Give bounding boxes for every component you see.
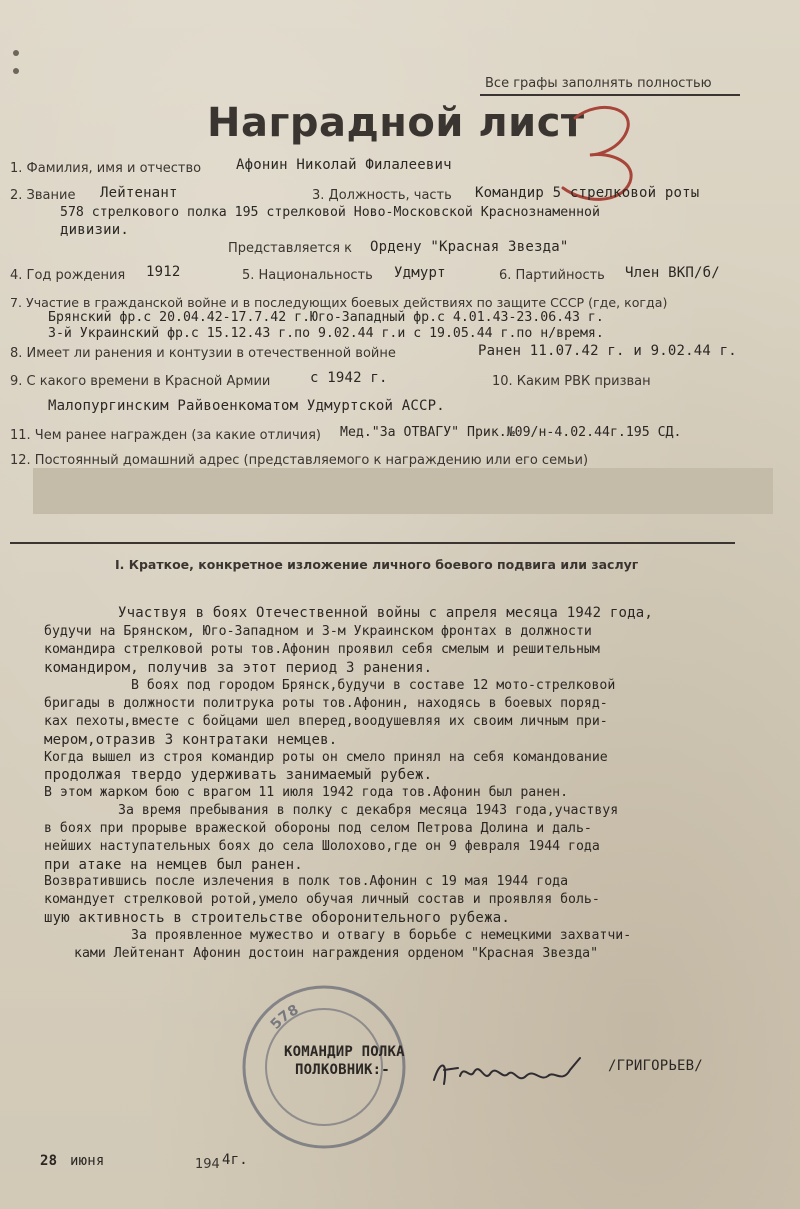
body-line: Возвратившись после излечения в полк тов.Афонин с 19 мая 1944 года <box>44 874 569 889</box>
field-2-label: 2. Звание <box>10 188 76 203</box>
body-line: при атаке на немцев был ранен. <box>44 857 303 873</box>
body-line: командует стрелковой ротой,умело обучая личный состав и проявляя боль- <box>44 892 600 907</box>
field-9-value: с 1942 г. <box>310 370 388 386</box>
field-6-label: 6. Партийность <box>499 268 605 283</box>
field-10-value: Малопургинским Райвоенкоматом Удмуртской АССР. <box>48 398 445 414</box>
field-3-value-line-1: Командир 5 стрелковой роты <box>475 185 700 201</box>
punch-hole <box>13 50 19 56</box>
date-day: 28 <box>40 1153 58 1169</box>
field-7-label: 7. Участие в гражданской войне и в последующих боевых действиях по защите СССР (где, когда) <box>10 295 668 310</box>
field-11-label: 11. Чем ранее награжден (за какие отличия) <box>10 428 321 443</box>
handwritten-signature <box>430 1050 605 1095</box>
body-line: Участвуя в боях Отечественной войны с апреля месяца 1942 года, <box>118 605 653 621</box>
body-line: командира стрелковой роты тов.Афонин проявил себя смелым и решительным <box>44 642 600 657</box>
body-line: в боях при прорыве вражеской обороны под селом Петрова Долина и даль- <box>44 821 592 836</box>
header-note: Все графы заполнять полностью <box>485 76 712 91</box>
body-line: ках пехоты,вместе с бойцами шел вперед,воодушевляя их своим личным при- <box>44 714 608 729</box>
field-5-label: 5. Национальность <box>242 268 373 283</box>
body-line: За время пребывания в полку с декабря месяца 1943 года,участвуя <box>118 803 619 818</box>
field-1-label: 1. Фамилия, имя и отчество <box>10 161 202 176</box>
field-1-value: Афонин Николай Филалеевич <box>236 157 452 173</box>
field-6-value: Член ВКП/б/ <box>625 265 720 281</box>
field-7-value-line-1: Брянский фр.с 20.04.42-17.7.42 г.Юго-Западный фр.с 4.01.43-23.06.43 г. <box>48 310 604 325</box>
field-5-value: Удмурт <box>394 265 446 281</box>
field-3-value-line-2: 578 стрелкового полка 195 стрелковой Ново-Московской Краснознаменной <box>60 205 600 220</box>
date-year-suffix: 4г. <box>222 1152 248 1168</box>
presented-value: Ордену "Красная Звезда" <box>370 239 569 255</box>
field-4-value: 1912 <box>146 264 181 280</box>
date-month: июня <box>70 1153 105 1169</box>
field-3-label: 3. Должность, часть <box>312 188 452 203</box>
section-divider <box>10 542 735 544</box>
body-line: мером,отразив 3 контратаки немцев. <box>44 732 338 748</box>
field-2-value: Лейтенант <box>100 185 178 201</box>
body-line: продолжая твердо удерживать занимаемый рубеж. <box>44 767 433 783</box>
body-line: Когда вышел из строя командир роты он смело принял на себя командование <box>44 750 608 765</box>
section-title: I. Краткое, конкретное изложение личного боевого подвига или заслуг <box>115 557 639 572</box>
field-8-label: 8. Имеет ли ранения и контузии в отечественной войне <box>10 346 396 361</box>
header-rule <box>480 94 740 96</box>
body-line: нейших наступательных боях до села Шолохово,где он 9 февраля 1944 года <box>44 839 600 854</box>
field-8-value: Ранен 11.07.42 г. и 9.02.44 г. <box>478 343 737 359</box>
field-4-label: 4. Год рождения <box>10 268 126 283</box>
body-line: В этом жарком бою с врагом 11 июля 1942 года тов.Афонин был ранен. <box>44 785 569 800</box>
body-line: будучи на Брянском, Юго-Западном и 3-м Украинском фронтах в должности <box>44 624 592 639</box>
field-9-label: 9. С какого времени в Красной Армии <box>10 374 271 389</box>
body-line: шую активность в строительстве оборонительного рубежа. <box>44 910 510 926</box>
body-line: командиром, получив за этот период 3 ранения. <box>44 660 433 676</box>
body-line: За проявленное мужество и отвагу в борьбе с немецкими захватчи- <box>131 928 632 943</box>
redacted-address <box>33 468 773 514</box>
body-line: В боях под городом Брянск,будучи в составе 12 мото-стрелковой <box>131 678 616 693</box>
date-year-prefix: 194 <box>195 1157 220 1172</box>
field-10-label: 10. Каким РВК призван <box>492 374 651 389</box>
presented-label: Представляется к <box>228 241 353 256</box>
signoff-name: /ГРИГОРЬЕВ/ <box>608 1058 703 1074</box>
signoff-role-2: ПОЛКОВНИК:- <box>295 1062 390 1078</box>
document-title: Наградной лист <box>207 100 585 146</box>
punch-hole <box>13 68 19 74</box>
body-line: бригады в должности политрука роты тов.Афонин, находясь в боевых поряд- <box>44 696 608 711</box>
field-12-label: 12. Постоянный домашний адрес (представляемого к награждению или его семьи) <box>10 453 589 468</box>
field-11-value: Мед."За ОТВАГУ" Прик.№09/н-4.02.44г.195 СД. <box>340 425 682 440</box>
field-7-value-line-2: 3-й Украинский фр.с 15.12.43 г.по 9.02.44 г.и с 19.05.44 г.по н/время. <box>48 326 604 341</box>
signoff-role-1: КОМАНДИР ПОЛКА <box>284 1044 405 1060</box>
field-3-value-line-3: дивизии. <box>60 222 130 238</box>
body-line: ками Лейтенант Афонин достоин награждения орденом "Красная Звезда" <box>74 946 599 961</box>
stamp-number: 578 <box>267 1001 302 1033</box>
